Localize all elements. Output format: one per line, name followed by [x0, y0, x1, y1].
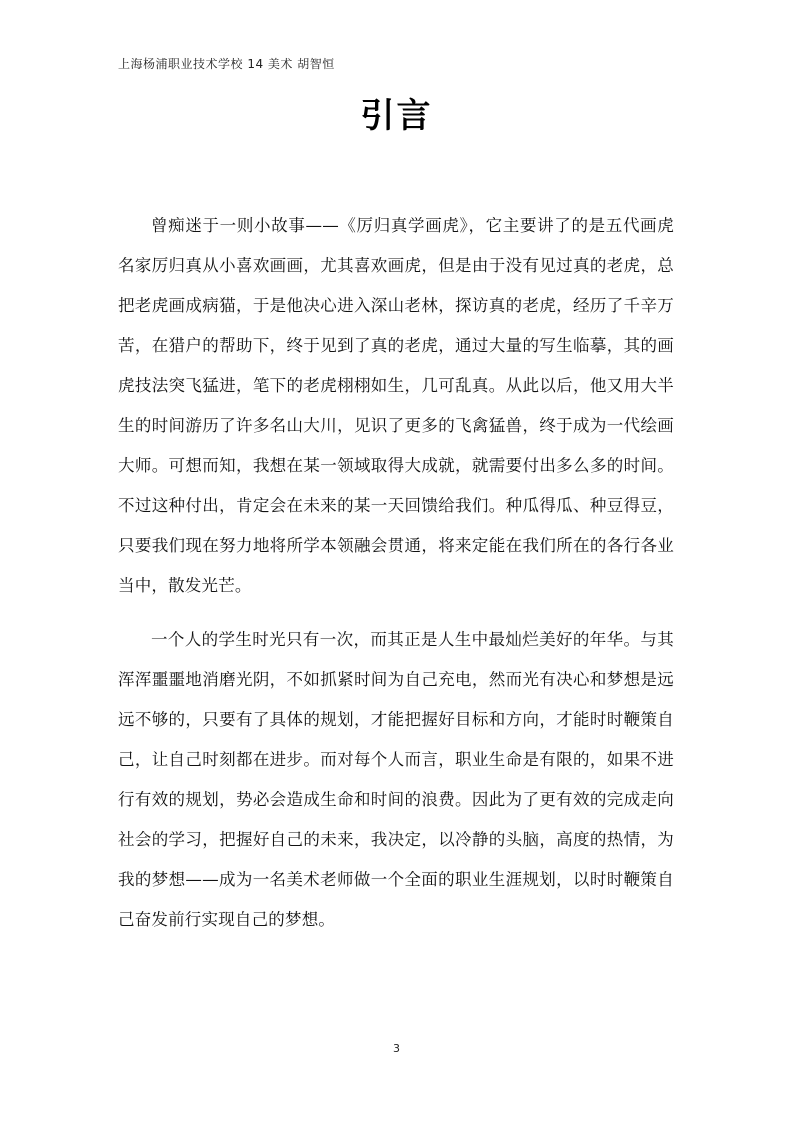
body-text — [118, 206, 674, 954]
page-header: 上海杨浦职业技术学校 14 美术 胡智恒 — [118, 57, 335, 71]
paragraph-2: 一个人的学生时光只有一次，而其正是人生中最灿烂美好的年华。与其浑浑噩噩地消磨光阴，不如抓紧时间为自己充电，然而光有决心和梦想是远远不够的，只要有了具体的规划，才能把握好目标和方向，才能时时鞭策自己，让自己时刻都在进步。而对每个人而言，职业生命是有限的，如果不进行有效的规划，势必会造成生命和时间的浪费。因此为了更有效的完成走向社会的学习，把握好自己的未来，我决定，以冷静的头脑，高度的热情，为我的梦想——成为一名美术老师做一个全面的职业生涯规划，以时时鞭策自己奋发前行实现自己的梦想。 — [118, 630, 674, 929]
page-title: 引言 — [360, 96, 433, 136]
page-number: 3 — [393, 1042, 400, 1055]
paragraph-1: 曾痴迷于一则小故事——《厉归真学画虎》，它主要讲了的是五代画虎名家厉归真从小喜欢画画，尤其喜欢画虎，但是由于没有见过真的老虎，总把老虎画成病猫，于是他决心进入深山老林，探访真的老虎，经历了千辛万苦，在猎户的帮助下，终于见到了真的老虎，通过大量的写生临摹，其的画虎技法突飞猛进，笔下的老虎栩栩如生，几可乱真。从此以后，他又用大半生的时间游历了许多名山大川，见识了更多的飞禽猛兽，终于成为一代绘画大师。可想而知，我想在某一领域取得大成就，就需要付出多么多的时间。不过这种付出，肯定会在未来的某一天回馈给我们。种瓜得瓜、种豆得豆，只要我们现在努力地将所学本领融会贯通，将来定能在我们所在的各行各业当中，散发光芒。 — [118, 216, 674, 595]
